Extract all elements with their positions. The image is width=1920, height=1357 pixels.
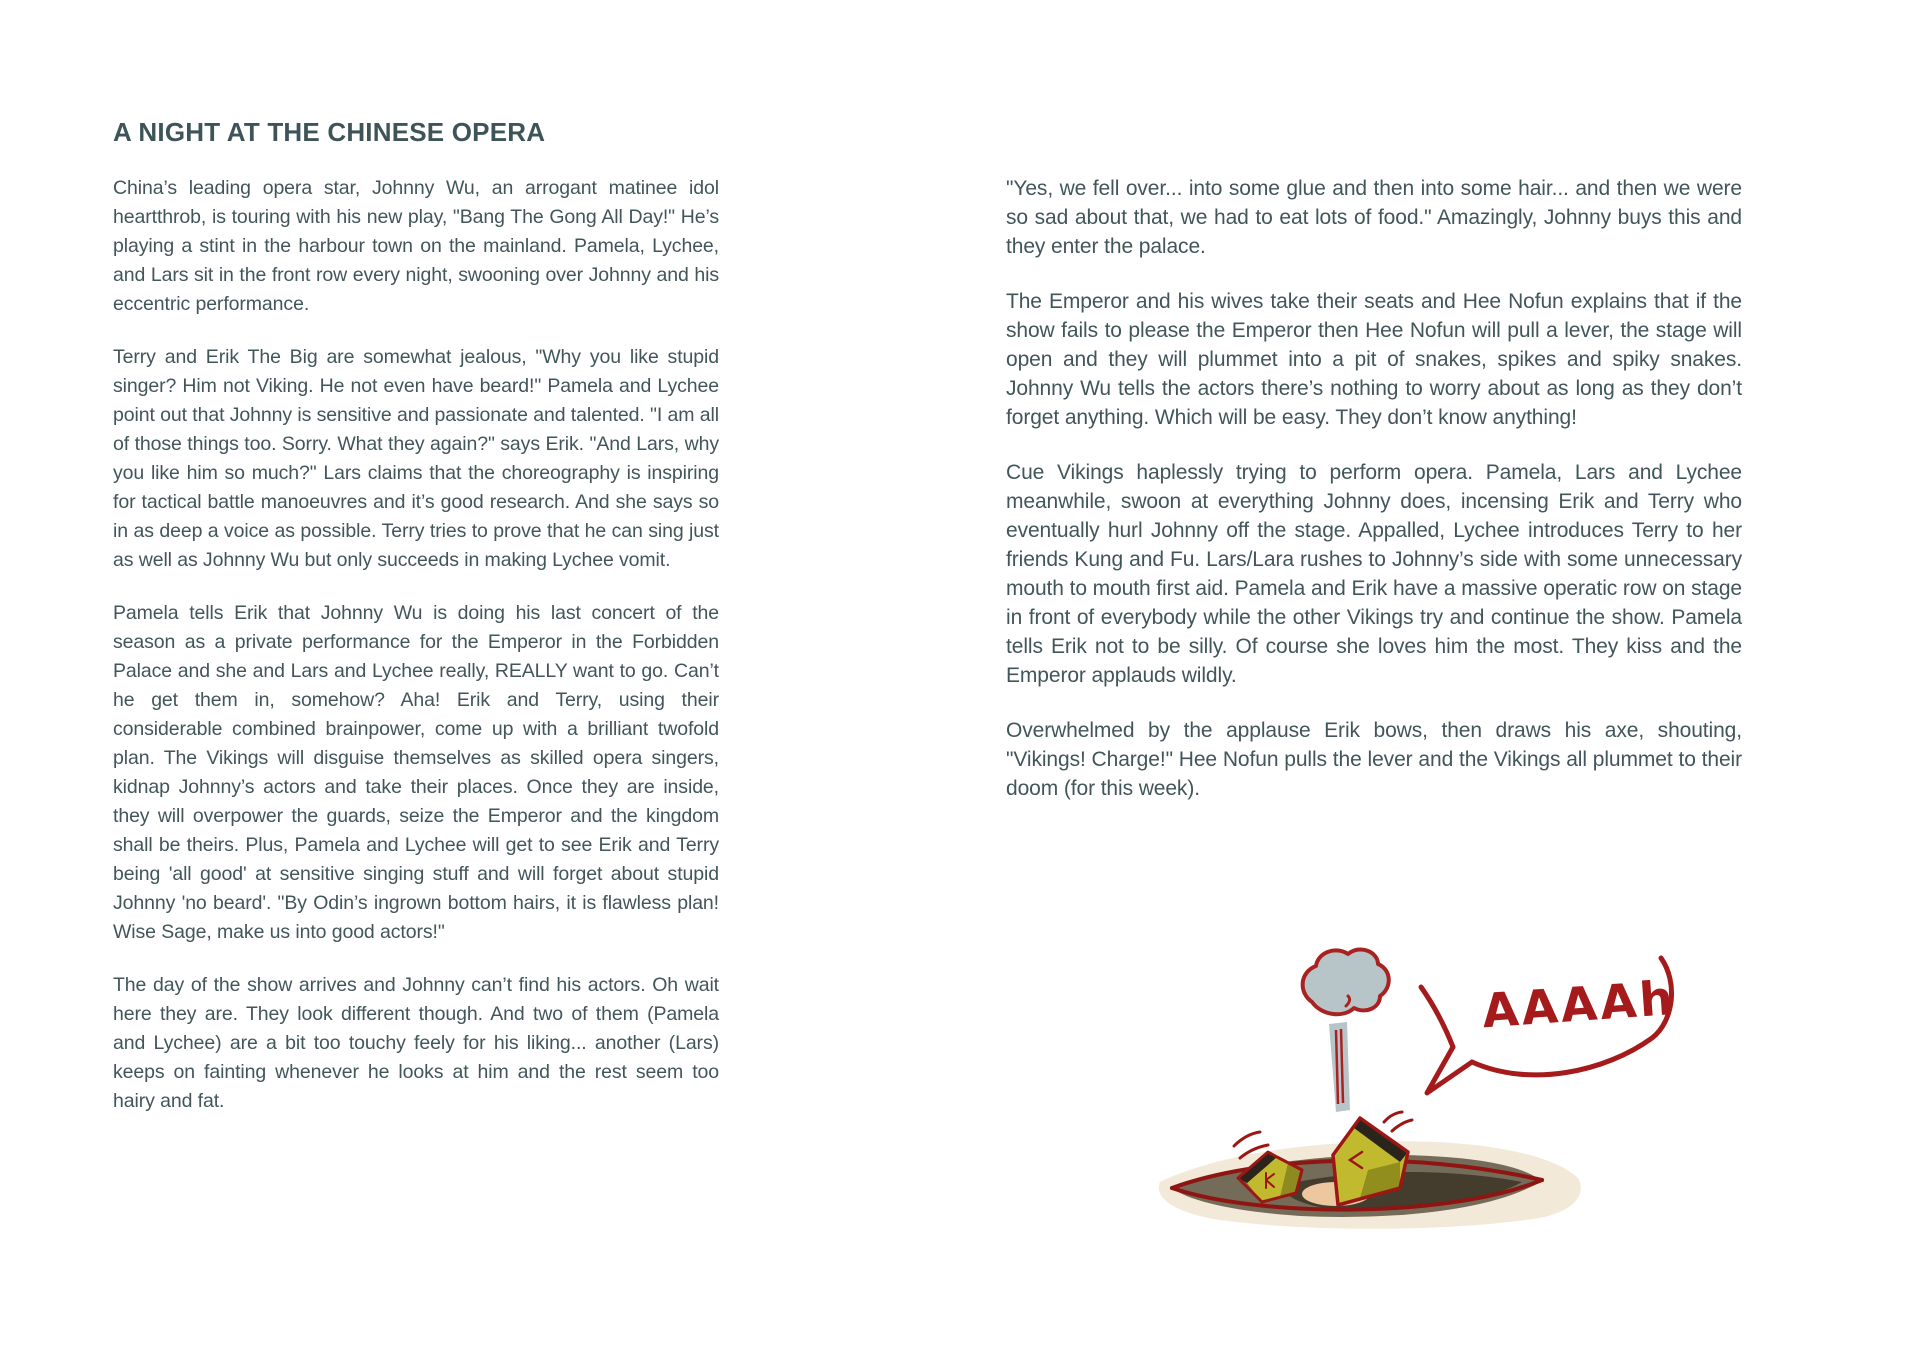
story-column-left xyxy=(113,118,719,1140)
story-paragraph: Overwhelmed by the applause Erik bows, then draws his axe, shouting, "Vikings! Charge!" Hee Nofun pulls the lever and the Vikings all plummet to their doom (for this week). xyxy=(1006,719,1742,800)
story-paragraph: "Yes, we fell over... into some glue and then into some hair... and then we were so sad about that, we had to eat lots of food." Amazingly, Johnny buys this and they enter the palace. xyxy=(1006,177,1742,258)
speech-bubble-text: AAAAh xyxy=(1480,970,1678,1040)
story-paragraph: Pamela tells Erik that Johnny Wu is doing his last concert of the season as a private performance for the Emperor in the Forbidden Palace and she and Lars and Lychee really, REALLY want to go. Can’t he get them in, somehow? Aha! Erik and Terry, using their considerable combined brainpower, come up with a brilliant twofold plan. The Vikings will disguise themselves as skilled opera singers, kidnap Johnny’s actors and take their places. Once they are inside, they will overpower the guards, seize the Emperor and the kingdom shall be theirs. Plus, Pamela and Lychee will get to see Erik and Terry being 'all good' at sensitive singing stuff and will forget about stupid Johnny 'no beard'. "By Odin’s ingrown bottom hairs, it is flawless plan! Wise Sage, make us into good actors!" xyxy=(113,602,719,943)
story-paragraph: Terry and Erik The Big are somewhat jealous, "Why you like stupid singer? Him not Viking. He not even have beard!" Pamela and Lychee point out that Johnny is sensitive and passionate and talented. "I am all of those things too. Sorry. What they again?" says Erik. "And Lars, why you like him so much?" Lars claims that the choreography is inspiring for tactical battle manoeuvres and it’s good research. And she says so in as deep a voice as possible. Terry tries to prove that he can sing just as well as Johnny Wu but only succeeds in making Lychee vomit. xyxy=(113,346,719,571)
smoke-puff-icon xyxy=(1303,949,1389,1014)
illustration-vikings-pit xyxy=(1150,930,1770,1270)
story-column-right xyxy=(1006,174,1742,829)
lever-pole xyxy=(1329,1022,1350,1112)
story-paragraph: China’s leading opera star, Johnny Wu, an arrogant matinee idol heartthrob, is touring with his new play, "Bang The Gong All Day!" He’s playing a stint in the harbour town on the mainland. Pamela, Lychee, and Lars sit in the front row every night, swooning over Johnny and his eccentric performance. xyxy=(113,177,719,315)
story-paragraph: The day of the show arrives and Johnny can’t find his actors. Oh wait here they are. They look different though. And two of them (Pamela and Lychee) are a bit too touchy feely for his liking... another (Lars) keeps on fainting whenever he looks at him and the rest seem too hairy and fat. xyxy=(113,974,719,1112)
story-paragraph: The Emperor and his wives take their seats and Hee Nofun explains that if the show fails to please the Emperor then Hee Nofun will pull a lever, the stage will open and they will plummet into a pit of snakes, spikes and spiky snakes. Johnny Wu tells the actors there’s nothing to worry about as long as they don’t forget anything. Which will be easy. They don’t know anything! xyxy=(1006,290,1742,429)
story-paragraph: Cue Vikings haplessly trying to perform opera. Pamela, Lars and Lychee meanwhile, swoon at everything Johnny does, incensing Erik and Terry who eventually hurl Johnny off the stage. Appalled, Lychee introduces Terry to her friends Kung and Fu. Lars/Lara rushes to Johnny’s side with some unnecessary mouth to mouth first aid. Pamela and Erik have a massive operatic row on stage in front of everybody while the other Vikings try and continue the show. Pamela tells Erik not to be silly. Of course she loves him the most. They kiss and the Emperor applauds wildly. xyxy=(1006,461,1742,687)
page-title: A NIGHT AT THE CHINESE OPERA xyxy=(113,117,546,147)
